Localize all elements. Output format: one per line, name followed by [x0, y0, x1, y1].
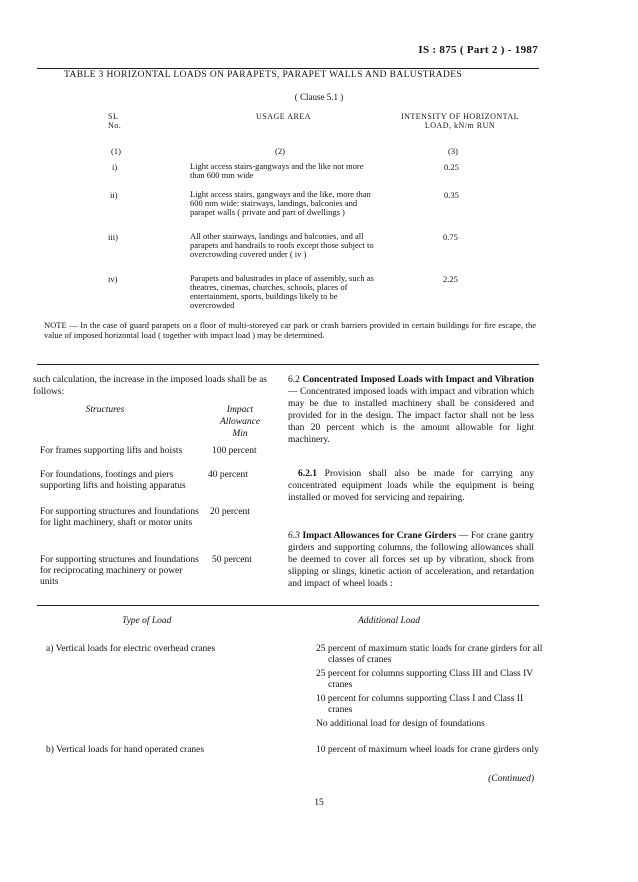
load-type-a: a) Vertical loads for electric overhead cranes [46, 644, 216, 654]
table-row-area: Parapets and balustrades in place of assembly, such as theatres, cinemas, churches, schools, places of entertainment, sports, buildings likely to be overcrowded [190, 273, 374, 310]
structure-row: For supporting structures and foundations for reciprocating machinery or power units [40, 555, 199, 587]
additional-load-item: 10 percent of maximum wheel loads for crane girders only [316, 745, 539, 755]
table-title: TABLE 3 HORIZONTAL LOADS ON PARAPETS, PARAPET WALLS AND BALUSTRADES [64, 70, 463, 80]
col-num-3: (3) [448, 146, 458, 156]
additional-load-item: 25 percent of maximum static loads for crane girders for all classes of cranes [316, 644, 543, 665]
table-row-area: Light access stairs, gangways and the like, more than 600 mm wide: stairways, landings, balconies and parapet walls ( private and part of dwellings ) [190, 189, 371, 217]
additional-load-item: 10 percent for columns supporting Class I and Class II cranes [316, 694, 524, 715]
table-note: NOTE — In the case of guard parapets on a floor of multi-storeyed car park or crash barriers provided in certain buildings for fire escape, the value of imposed horizontal load ( together with impact load ) may be determined. [44, 320, 536, 340]
structures-heading: Structures [85, 405, 125, 415]
table-row-no: i) [112, 162, 118, 172]
col-num-1: (1) [111, 146, 121, 156]
col-usage: USAGE AREA [256, 112, 312, 121]
table-row-area: Light access stairs-gangways and the like not more than 600 mm wide [190, 161, 364, 180]
section-6-2: 6.2 Concentrated Imposed Loads with Impact and Vibration — Concentrated imposed loads with impact and vibration which may be due to installed machinery shall be considered and provided for in the design. The impact factor shall not be less than 20 percent which is the amount allowable for light machinery. [288, 375, 534, 445]
col-intensity: INTENSITY OF HORIZONTAL LOAD, kN/m RUN [400, 112, 520, 130]
table-row-intensity: 0.25 [444, 162, 459, 172]
impact-intro: such calculation, the increase in the imposed loads shall be as follows: [33, 375, 267, 397]
section-6-2-1: 6.2.1 Provision shall also be made for carrying any concentrated equipment loads while the equipment is being installed or moved for servicing and repairing. [288, 469, 534, 503]
table-row-no: iv) [108, 274, 118, 284]
table-row-intensity: 0.35 [444, 190, 459, 200]
load-type-b: b) Vertical loads for hand operated cranes [46, 745, 205, 755]
col-num-2: (2) [275, 146, 285, 156]
structure-row: For frames supporting lifts and hoists [40, 446, 183, 456]
table-bottom-rule [37, 364, 539, 365]
table-row-area: All other stairways, landings and balconies, and all parapets and handrails to roofs except those subject to overcrowding covered under ( iv ) [190, 231, 374, 259]
page-number: 15 [314, 798, 324, 808]
section-6-3: 6.3 Impact Allowances for Crane Girders — For crane gantry girders and supporting columns, the following allowances shall be deemed to cover all forces set up by vibration, shock from slipping or slings, kinetic action of acceleration, and retardation and impact of wheel loads : [288, 531, 535, 589]
additional-load-heading: Additional Load [358, 616, 421, 626]
table-row-intensity: 2.25 [443, 274, 458, 284]
impact-value: 40 percent [208, 470, 248, 480]
additional-load-item: No additional load for design of foundations [316, 719, 485, 729]
table-row-intensity: 0.75 [443, 232, 458, 242]
standard-header: IS : 875 ( Part 2 ) - 1987 [418, 44, 538, 56]
table-row-no: ii) [110, 190, 118, 200]
impact-value: 20 percent [210, 507, 250, 517]
col-sl: SL No. [108, 112, 122, 130]
impact-value: 50 percent [212, 555, 252, 565]
impact-heading: Impact Allowance Min [219, 405, 261, 439]
structure-row: For foundations, footings and piers supporting lifts and hoisting apparatus [40, 470, 186, 491]
top-rule [37, 68, 539, 69]
table-clause: ( Clause 5.1 ) [294, 92, 344, 102]
continued-label: (Continued) [488, 774, 534, 784]
type-of-load-heading: Type of Load [122, 616, 172, 626]
impact-value: 100 percent [212, 446, 257, 456]
table-row-no: iii) [108, 232, 118, 242]
additional-load-item: 25 percent for columns supporting Class III and Class IV cranes [316, 669, 533, 690]
structure-row: For supporting structures and foundations for light machinery, shaft or motor units [40, 507, 199, 528]
crane-table-rule [37, 605, 539, 606]
